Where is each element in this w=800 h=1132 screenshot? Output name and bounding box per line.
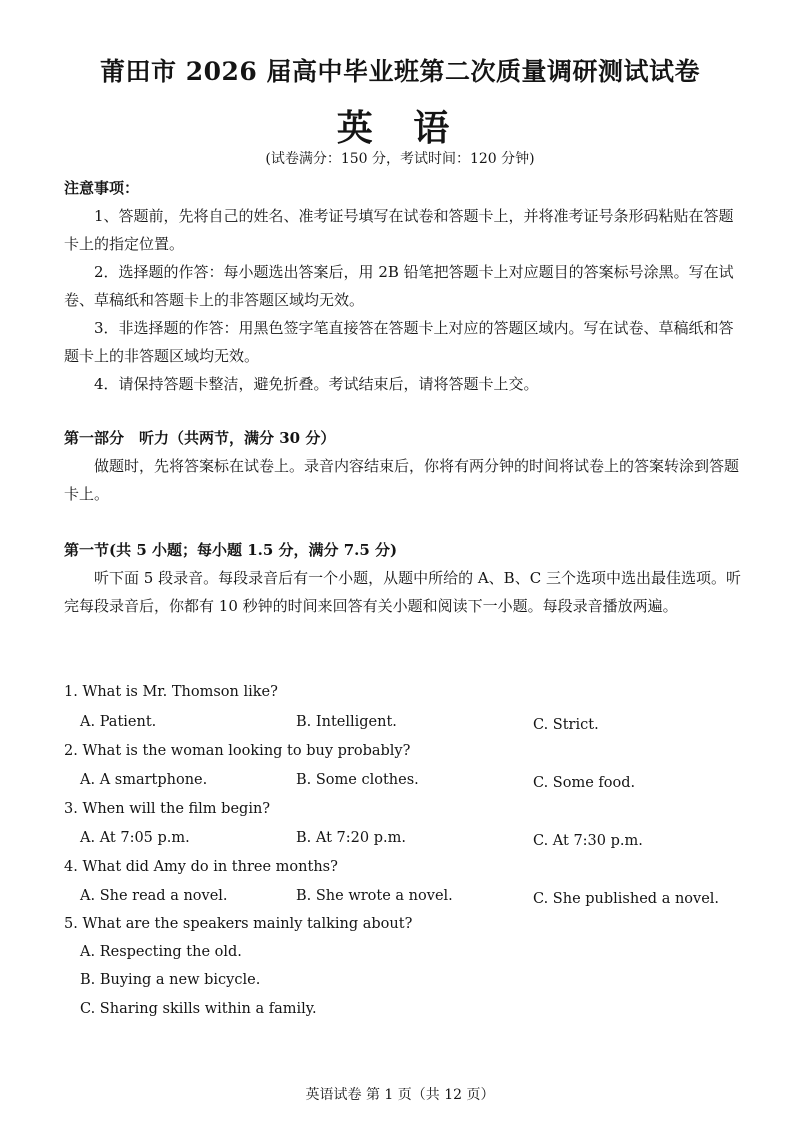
exam-title: 莆田市 2026 届高中毕业班第二次质量调研测试试卷	[100, 57, 700, 86]
question-1-option-b: B. Intelligent.	[296, 714, 397, 730]
notes-section	[64, 174, 744, 398]
question-3: 3. When will the film begin?	[64, 801, 271, 817]
question-3-option-a: A. At 7:05 p.m.	[80, 830, 190, 846]
question-2-option-a: A. A smartphone.	[80, 772, 208, 788]
question-1: 1. What is Mr. Thomson like?	[64, 684, 278, 700]
note-item-4: 4．请保持答题卡整洁，避免折叠。考试结束后，请将答题卡上交。	[94, 375, 539, 393]
question-4-option-b: B. She wrote a novel.	[296, 888, 453, 904]
score-time-info: (试卷满分：150 分，考试时间：120 分钟)	[265, 151, 535, 167]
question-2-option-b: B. Some clothes.	[296, 772, 419, 788]
page-footer: 英语试卷 第 1 页（共 12 页）	[305, 1087, 495, 1103]
question-5: 5. What are the speakers mainly talking about?	[64, 916, 413, 932]
question-1-option-a: A. Patient.	[80, 714, 157, 730]
part1-intro: 做题时，先将答案标在试卷上。录音内容结束后，你将有两分钟的时间将试卷上的答案转涂到答题卡上。	[64, 457, 740, 503]
subject-title: 英 语	[336, 107, 464, 149]
question-5-option-a: A. Respecting the old.	[80, 944, 242, 960]
section1	[64, 536, 744, 620]
question-4-option-c: C. She published a novel.	[533, 891, 720, 907]
note-item-1: 1、答题前，先将自己的姓名、准考证号填写在试卷和答题卡上，并将准考证号条形码粘贴在答题卡上的指定位置。	[64, 207, 734, 253]
question-2: 2. What is the woman looking to buy probably?	[64, 743, 411, 759]
question-5-option-b: B. Buying a new bicycle.	[80, 972, 261, 988]
question-5-option-c: C. Sharing skills within a family.	[80, 1001, 317, 1017]
question-4-option-a: A. She read a novel.	[80, 888, 228, 904]
note-item-3: 3．非选择题的作答：用黑色签字笔直接答在答题卡上对应的答题区域内。写在试卷、草稿纸和答题卡上的非答题区域均无效。	[64, 319, 734, 365]
question-3-option-c: C. At 7:30 p.m.	[533, 833, 643, 849]
notes-heading: 注意事项：	[64, 179, 140, 197]
note-item-2: 2．选择题的作答：每小题选出答案后，用 2B 铅笔把答题卡上对应题目的答案标号涂黑。写在试卷、草稿纸和答题卡上的非答题区域均无效。	[64, 263, 734, 309]
part1-heading: 第一部分 听力（共两节，满分 30 分）	[64, 429, 336, 447]
question-2-option-c: C. Some food.	[533, 775, 636, 791]
question-4: 4. What did Amy do in three months?	[64, 859, 338, 875]
question-1-option-c: C. Strict.	[533, 717, 599, 733]
section1-heading: 第一节(共 5 小题；每小题 1.5 分，满分 7.5 分)	[64, 541, 398, 559]
part1-section	[64, 424, 744, 508]
question-3-option-b: B. At 7:20 p.m.	[296, 830, 406, 846]
section1-intro: 听下面 5 段录音。每段录音后有一个小题，从题中所给的 A、B、C 三个选项中选出最佳选项。听完每段录音后，你都有 10 秒钟的时间来回答有关小题和阅读下一小题。每段录音播放两遍。	[64, 569, 741, 615]
